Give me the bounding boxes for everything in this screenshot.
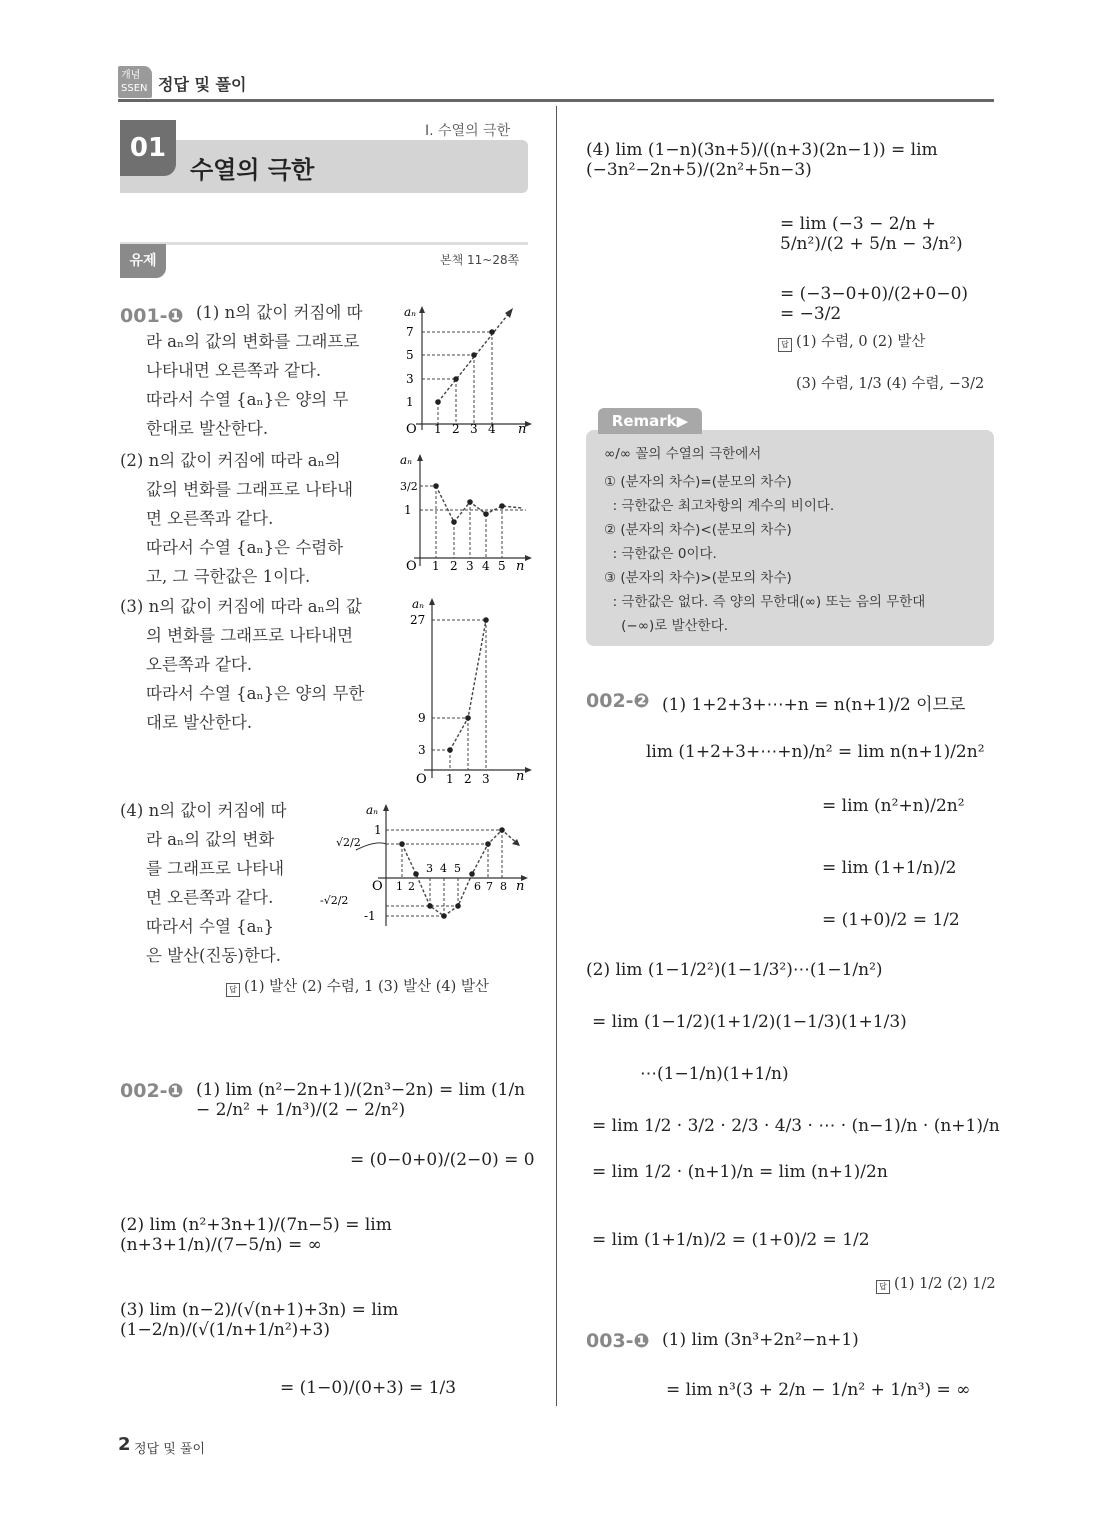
p001-part1-l2: 나타내면 오른쪽과 같다. [146,361,322,380]
brand-line1: 개념 [121,70,141,81]
graph-4 [316,800,532,930]
p4-line3: = (−3−0+0)/(2+0−0) = −3/2 [780,284,969,324]
header-rule [118,99,994,102]
section-reference: 본책 11~28쪽 [440,253,520,267]
p002-2-l2: lim (1+2+3+⋯+n)/n² = lim n(n+1)/2n² [646,742,985,762]
g3-ytick: 3 [418,743,426,757]
chapter-number: 01 [120,120,176,176]
p001-answer-text: (1) 발산 (2) 수렴, 1 (3) 발산 (4) 발산 [244,979,489,995]
p002-2-l5: = (1+0)/2 = 1/2 [822,910,960,930]
g4-xtick: 1 [396,880,403,893]
g4-point [427,903,433,909]
g1-xtick: 2 [452,422,460,435]
p003-l2: = lim n³(3 + 2/n − 1/n² + 1/n³) = ∞ [666,1380,971,1400]
g1-point [471,352,477,358]
g3-xtick: 1 [446,772,454,786]
p002-1-answer-a-text: (1) 수렴, 0 (2) 발산 [796,334,926,350]
p002-1-eq1: (1) lim (n²−2n+1)/(2n³−2n) = lim (1/n − 2/n² + 1/n³)/(2 − 2/n²) [196,1080,526,1120]
g2-origin: O [406,559,417,574]
graph-2 [396,448,536,578]
g2-point [433,483,439,489]
p001-part4-l1: 라 aₙ의 값의 변화 [146,830,275,849]
p001-part2-l4: 고, 그 극한값은 1이다. [146,567,311,586]
p001-part4-l0: (4) n의 값이 커짐에 따 [120,801,287,820]
g4-ytick: -1 [364,909,376,923]
p002-2-l9: = lim 1/2 · 3/2 · 2/3 · 4/3 · ⋯ · (n−1)/n · (n+1)/n [592,1116,1000,1136]
p001-part1-l1: 라 aₙ의 값의 변화를 그래프로 [146,332,360,351]
page-number: 2 [118,1434,131,1455]
p002-2-l10: = lim 1/2 · (n+1)/n = lim (n+1)/2n [592,1162,888,1182]
column-divider [556,106,557,1406]
g3-origin: O [416,772,427,787]
p002-1-eq2: (2) lim (n²+3n+1)/(7n−5) = lim (n+3+1/n)/(7−5/n) = ∞ [120,1215,392,1255]
g4-point [485,841,491,847]
g4-xtick: 2 [408,880,415,893]
g4-point [399,841,405,847]
answer-icon: 답 [876,1280,890,1294]
remark-line: ② (분자의 차수)<(분모의 차수) [604,522,792,538]
brand-badge [118,66,152,98]
section-rule [120,242,528,245]
chapter-banner [120,140,528,193]
brand-line2: SSEN [121,83,148,94]
g2-xtick: 5 [498,559,506,573]
g4-xlabel: n [516,879,525,894]
p002-2-l4: = lim (1+1/n)/2 [822,858,957,878]
p002-2-l3: = lim (n²+n)/2n² [822,796,965,816]
g2-ylabel: aₙ [400,453,413,467]
p002-1-eq3b: = (1−0)/(0+3) = 1/3 [280,1378,457,1398]
p002-2-answer [876,1276,996,1294]
g1-ytick: 5 [406,348,414,362]
g1-ytick: 3 [406,372,414,386]
g1-xtick: 1 [434,422,442,435]
p001-part1-l0: (1) n의 값이 커짐에 따 [196,303,363,322]
p002-1-eq3: (3) lim (n−2)/(√(n+1)+3n) = lim (1−2/n)/(√(1/n+1/n²)+3) [120,1300,399,1340]
p001-part4-l5: 은 발산(진동)한다. [146,946,281,965]
p001-part3-l3: 따라서 수열 {aₙ}은 양의 무한 [146,684,365,703]
remark-tag: Remark▶ [598,408,702,434]
p002-1-answer-a [778,330,925,352]
p001-part2-l0: (2) n의 값이 커짐에 따라 aₙ의 [120,451,341,470]
header-title: 정답 및 풀이 [158,75,247,94]
g2-xtick: 1 [432,559,440,573]
g4-xtick: 7 [486,880,493,893]
g2-ytick: 3/2 [400,480,418,493]
g1-origin: O [406,422,417,435]
p002-2-l1: (1) 1+2+3+⋯+n = n(n+1)/2 이므로 [662,695,966,715]
g4-point [413,871,419,877]
remark-line: : 극한값은 최고차항의 계수의 비이다. [604,498,835,514]
g4-xtick: 6 [474,880,481,893]
g1-ylabel: aₙ [404,305,417,319]
g3-point [447,747,453,753]
p4-line1: (4) lim (1−n)(3n+5)/((n+3)(2n−1)) = lim (−3n²−2n+5)/(2n²+5n−3) [586,140,938,180]
p001-part4-l2: 를 그래프로 나타내 [146,859,285,878]
graph-3 [410,594,536,790]
g4-xtick: 3 [426,862,433,875]
footer-title: 정답 및 풀이 [134,1442,206,1457]
p002-1-eq1b: = (0−0+0)/(2−0) = 0 [350,1150,535,1170]
g3-ylabel: aₙ [412,597,425,611]
g1-xtick: 3 [470,422,478,435]
g4-ytick: √2/2 [336,836,361,849]
problem-id-002-2: 002-❷ [586,690,650,712]
p001-answer [226,975,489,997]
g4-ytick: 1 [374,823,382,837]
p001-part1-l4: 한대로 발산한다. [146,419,269,438]
answer-icon: 답 [778,338,792,352]
problem-id-002-1: 002-❶ [120,1080,184,1102]
g1-xlabel: n [518,422,527,435]
g4-ytick: -√2/2 [320,894,349,907]
remark-line: ③ (분자의 차수)>(분모의 차수) [604,570,792,586]
g2-point [499,503,505,509]
p001-part2-l2: 면 오른쪽과 같다. [146,509,274,528]
p002-2-l8: ⋯(1−1/n)(1+1/n) [640,1064,789,1084]
answer-icon: 답 [226,983,240,997]
g4-ylabel: aₙ [366,803,379,817]
g1-ytick: 7 [406,325,414,339]
p002-2-l6: (2) lim (1−1/2²)(1−1/3²)⋯(1−1/n²) [586,960,883,980]
p003-l1: (1) lim (3n³+2n²−n+1) [662,1330,859,1350]
g4-point [441,913,447,919]
remark-line: : 극한값은 없다. 즉 양의 무한대(∞) 또는 음의 무한대 [604,594,926,610]
section-tag: 유제 [120,244,166,278]
g3-xtick: 3 [482,772,490,786]
p002-2-l7: = lim (1−1/2)(1+1/2)(1−1/3)(1+1/3) [592,1012,907,1032]
g1-point [435,399,441,405]
p001-part3-l2: 오른쪽과 같다. [146,655,253,674]
g4-point [499,827,505,833]
p001-part4-l3: 면 오른쪽과 같다. [146,888,274,907]
g2-point [467,499,473,505]
p002-2-l11: = lim (1+1/n)/2 = (1+0)/2 = 1/2 [592,1230,870,1250]
p001-part1-l3: 따라서 수열 {aₙ}은 양의 무 [146,390,349,409]
p001-part3-l1: 의 변화를 그래프로 나타내면 [146,626,354,645]
g2-xtick: 3 [466,559,474,573]
g2-point [483,511,489,517]
g3-point [483,617,489,623]
g3-ytick: 27 [410,613,426,627]
g1-point [453,376,459,382]
p001-part4-l4: 따라서 수열 {aₙ} [146,917,275,936]
g3-ytick: 9 [418,711,426,725]
g2-xlabel: n [516,559,525,574]
g3-xlabel: n [516,769,525,784]
g1-point [489,329,495,335]
g3-xtick: 2 [464,772,472,786]
g2-xtick: 4 [482,559,490,573]
remark-line: : 극한값은 0이다. [604,546,717,562]
p001-part3-l4: 대로 발산한다. [146,713,253,732]
p002-2-answer-text: (1) 1/2 (2) 1/2 [894,1276,996,1292]
graph-1 [396,300,536,435]
g2-point [451,519,457,525]
p001-part2-l3: 따라서 수열 {aₙ}은 수렴하 [146,538,344,557]
remark-line: (−∞)로 발산한다. [604,618,729,634]
problem-id-001: 001-❶ [120,305,184,327]
problem-id-003-1: 003-❶ [586,1330,650,1352]
g4-origin: O [372,879,383,894]
p4-line2: = lim (−3 − 2/n + 5/n²)/(2 + 5/n − 3/n²) [780,214,963,254]
g3-point [465,715,471,721]
g2-ytick: 1 [404,503,412,517]
g4-point [469,871,475,877]
g1-xtick: 4 [488,422,496,435]
remark-line: ① (분자의 차수)=(분모의 차수) [604,474,792,490]
g4-xtick: 4 [440,862,447,875]
g2-xtick: 2 [450,559,458,573]
g1-ytick: 1 [406,395,414,409]
p001-part3-l0: (3) n의 값이 커짐에 따라 aₙ의 값 [120,597,362,616]
remark-line: ∞/∞ 꼴의 수열의 극한에서 [604,446,762,462]
p002-1-answer-b: (3) 수렴, 1/3 (4) 수렴, −3/2 [796,376,985,392]
p001-part2-l1: 값의 변화를 그래프로 나타내 [146,480,354,499]
g4-xtick: 8 [500,880,507,893]
g4-point [455,903,461,909]
chapter-breadcrumb: Ⅰ. 수열의 극한 [425,123,511,139]
chapter-title: 수열의 극한 [190,156,315,184]
g4-xtick: 5 [454,862,461,875]
